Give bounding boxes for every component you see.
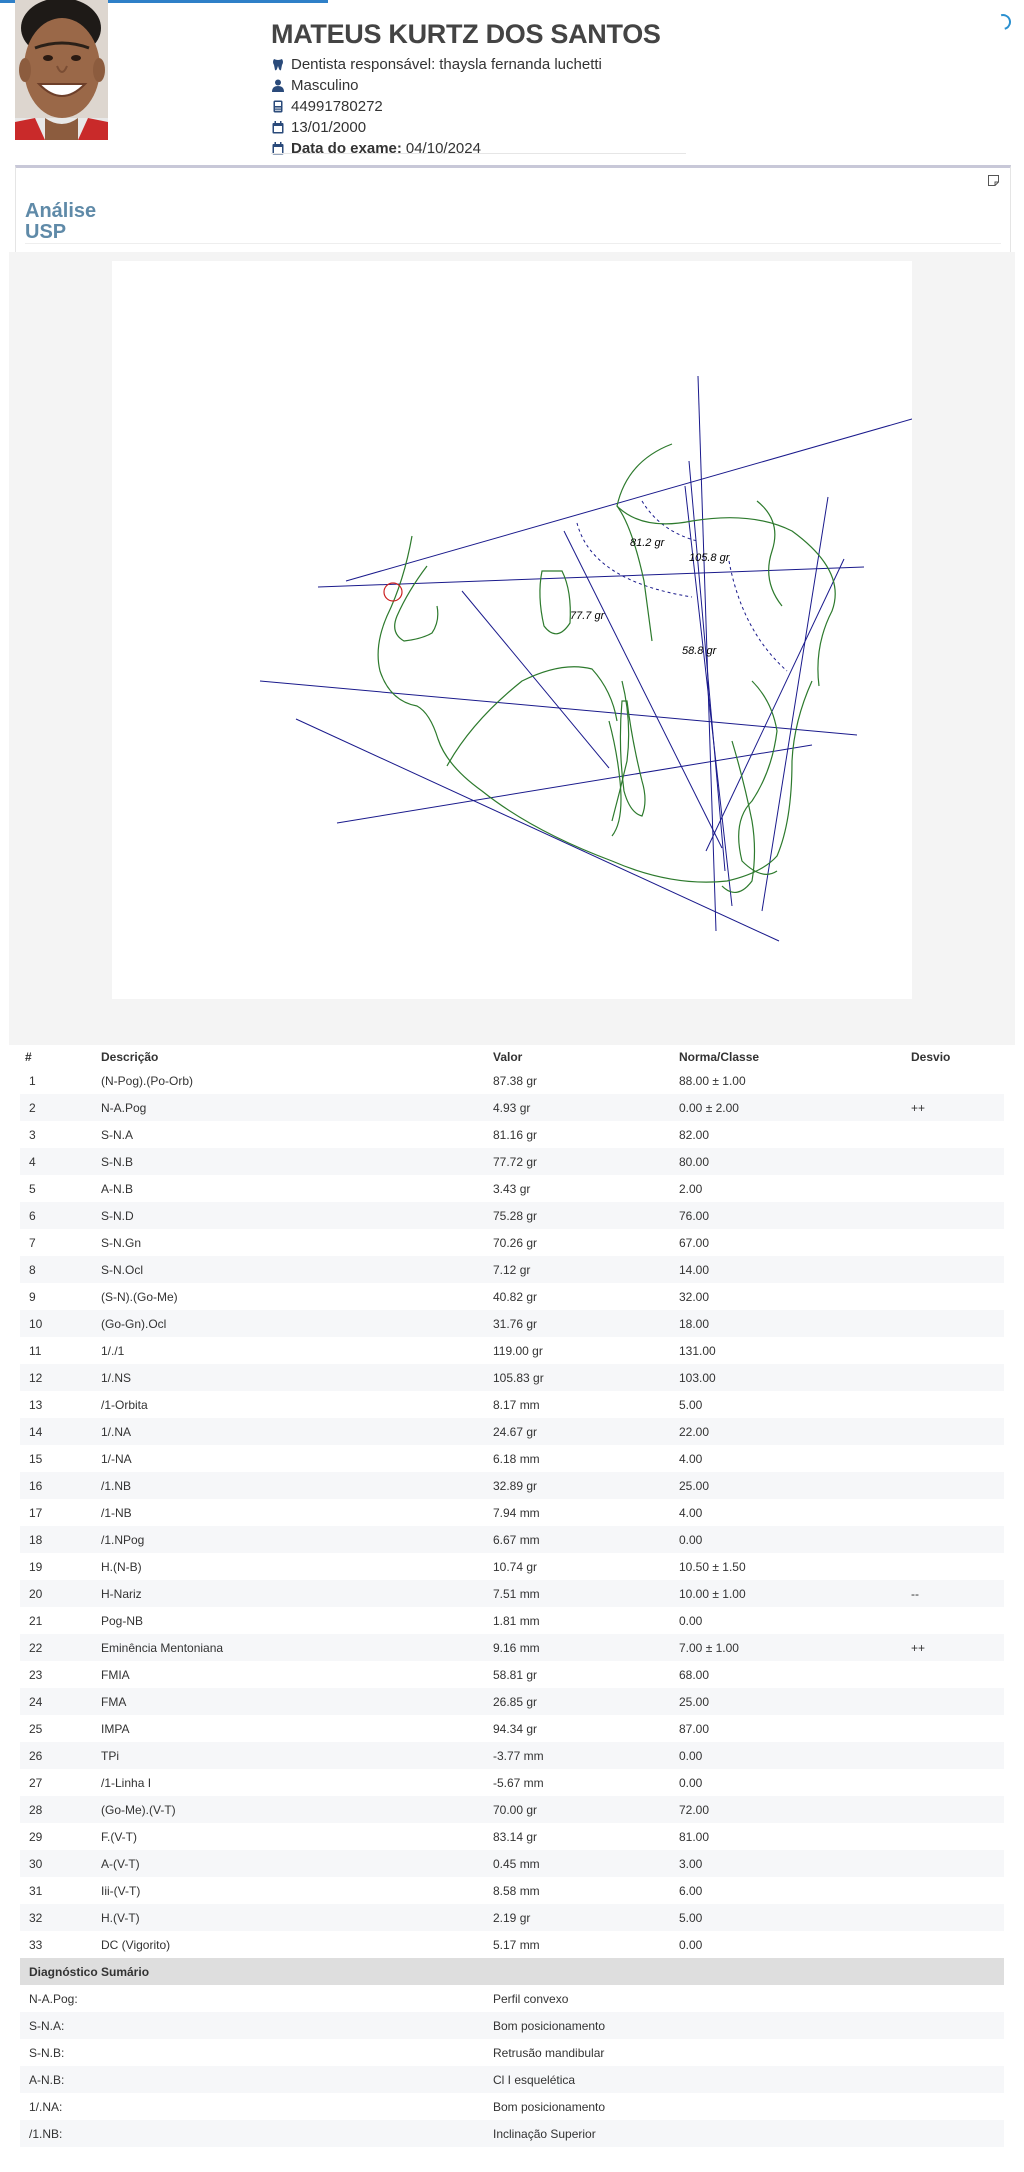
row-number: 7: [29, 1235, 36, 1250]
row-norm: 22.00: [674, 1418, 906, 1445]
row-description: (N-Pog).(Po-Orb): [101, 1073, 194, 1088]
angle-label: 81.2 gr: [630, 537, 665, 549]
row-norm: 4.00: [679, 1451, 703, 1466]
row-number: 5: [29, 1181, 36, 1196]
note-icon[interactable]: [988, 173, 999, 191]
tracing-line: [685, 486, 732, 906]
row-deviation: [906, 1175, 1004, 1202]
row-norm: 4.00: [679, 1505, 703, 1520]
row-value: 26.85 gr: [488, 1688, 674, 1715]
user-icon: [271, 79, 284, 93]
row-number: 25: [29, 1721, 43, 1736]
birth-row: [271, 117, 686, 138]
summary-label: S-N.A:: [20, 2012, 488, 2039]
row-deviation: [906, 1499, 1004, 1526]
row-description: S-N.D: [96, 1202, 488, 1229]
row-description: H.(N-B): [101, 1559, 142, 1574]
col-header-value: Valor: [493, 1049, 523, 1064]
row-norm: 76.00: [674, 1202, 906, 1229]
row-description: S-N.B: [96, 1148, 488, 1175]
row-value: -3.77 mm: [488, 1742, 674, 1769]
row-norm: 25.00: [674, 1472, 906, 1499]
row-deviation: [906, 1877, 1004, 1904]
gender-value: Masculino: [291, 77, 359, 94]
row-number: 31: [29, 1883, 43, 1898]
table-header-row: [20, 1046, 1004, 1067]
table-row: [20, 1256, 1004, 1283]
table-row: [20, 1337, 1004, 1364]
row-value: 0.45 mm: [488, 1850, 674, 1877]
row-deviation: [906, 1796, 1004, 1823]
row-description: 1/-NA: [101, 1451, 132, 1466]
row-norm: 10.50 ± 1.50: [679, 1559, 746, 1574]
row-number: 17: [29, 1505, 43, 1520]
row-deviation: [906, 1553, 1004, 1580]
col-header-number: #: [25, 1049, 32, 1064]
cephalogram-panel: [9, 252, 1015, 1045]
row-value: 58.81 gr: [493, 1667, 538, 1682]
row-description: Eminência Mentoniana: [96, 1634, 488, 1661]
summary-value: Cl I esquelética: [488, 2066, 1004, 2093]
row-number: 22: [20, 1634, 96, 1661]
row-deviation: --: [906, 1580, 1004, 1607]
row-description: FMIA: [101, 1667, 130, 1682]
row-deviation: [906, 1526, 1004, 1553]
row-description: /1.NB: [96, 1472, 488, 1499]
table-row: [20, 1850, 1004, 1877]
table-row: [20, 1742, 1004, 1769]
table-row: [20, 1472, 1004, 1499]
row-norm: 0.00: [679, 1613, 703, 1628]
row-description: A-N.B: [101, 1181, 134, 1196]
table-row: [20, 1067, 1004, 1094]
row-value: 81.16 gr: [493, 1127, 538, 1142]
summary-label: S-N.B:: [29, 2045, 65, 2060]
patient-photo: [15, 0, 108, 140]
row-norm: 6.00: [679, 1883, 703, 1898]
row-deviation: [906, 1742, 1004, 1769]
row-description: A-(V-T): [96, 1850, 488, 1877]
row-number: 30: [20, 1850, 96, 1877]
table-row: [20, 1175, 1004, 1202]
row-number: 15: [29, 1451, 43, 1466]
row-description: H.(V-T): [96, 1904, 488, 1931]
row-value: 70.00 gr: [488, 1796, 674, 1823]
row-description: (S-N).(Go-Me): [101, 1289, 178, 1304]
row-deviation: [906, 1607, 1004, 1634]
row-value: 7.51 mm: [488, 1580, 674, 1607]
row-number: 10: [20, 1310, 96, 1337]
row-norm: 5.00: [674, 1904, 906, 1931]
mandible-contour: [447, 667, 617, 766]
row-deviation: [906, 1472, 1004, 1499]
face-contour: [378, 536, 812, 882]
summary-row: [20, 2039, 1004, 2066]
row-deviation: [906, 1715, 1004, 1742]
analysis-title-line2: USP: [25, 221, 67, 243]
birth-date-value: 13/01/2000: [291, 119, 367, 136]
row-norm: 82.00: [679, 1127, 710, 1142]
row-value: 8.17 mm: [493, 1397, 540, 1412]
row-description: (Go-Gn).Ocl: [96, 1310, 488, 1337]
row-number: 6: [20, 1202, 96, 1229]
summary-label: A-N.B:: [20, 2066, 488, 2093]
row-deviation: [906, 1310, 1004, 1337]
row-value: 75.28 gr: [488, 1202, 674, 1229]
row-norm: 25.00: [674, 1688, 906, 1715]
row-value: 2.19 gr: [488, 1904, 674, 1931]
patient-name: MATEUS KURTZ DOS SANTOS: [271, 19, 661, 49]
summary-value: Bom posicionamento: [488, 2012, 1004, 2039]
card-divider: [25, 243, 1001, 244]
row-value: -5.67 mm: [493, 1775, 544, 1790]
row-number: 13: [29, 1397, 43, 1412]
summary-label: N-A.Pog:: [29, 1991, 78, 2006]
row-description: 1/.NA: [96, 1418, 488, 1445]
tracing-line: [689, 461, 725, 871]
row-deviation: [906, 1931, 1004, 1958]
row-number: 24: [20, 1688, 96, 1715]
row-norm: 5.00: [679, 1397, 703, 1412]
cephalometric-tracing: [112, 261, 912, 999]
tracing-canvas: [112, 261, 912, 999]
row-deviation: [906, 1904, 1004, 1931]
row-norm: 80.00: [674, 1148, 906, 1175]
table-row: [20, 1391, 1004, 1418]
angle-arc: [577, 523, 692, 597]
row-number: 3: [29, 1127, 36, 1142]
results-body: [20, 1067, 1004, 2147]
row-description: /1-Linha I: [101, 1775, 152, 1790]
row-description: F.(V-T): [101, 1829, 137, 1844]
exam-label: Data do exame:: [291, 140, 402, 157]
row-norm: 10.00 ± 1.00: [674, 1580, 906, 1607]
row-norm: 0.00: [674, 1742, 906, 1769]
symphysis-contour: [722, 741, 755, 892]
results-table: [20, 1046, 1004, 2147]
row-description: 1/./1: [101, 1343, 125, 1358]
phone-value: 44991780272: [291, 98, 383, 115]
row-norm: 87.00: [679, 1721, 710, 1736]
summary-row: [20, 2066, 1004, 2093]
angle-label: 77.7 gr: [570, 610, 605, 622]
summary-header-row: [20, 1958, 1004, 1985]
loading-spinner-icon: [992, 11, 1014, 33]
row-number: 21: [29, 1613, 43, 1628]
row-value: 31.76 gr: [488, 1310, 674, 1337]
row-number: 9: [29, 1289, 36, 1304]
row-norm: 72.00: [674, 1796, 906, 1823]
row-number: 23: [29, 1667, 43, 1682]
table-row: [20, 1904, 1004, 1931]
tracing-line: [762, 497, 828, 911]
summary-row: [20, 1985, 1004, 2012]
table-row: [20, 1445, 1004, 1472]
pterygoid-contour: [617, 506, 652, 641]
angle-label: 58.8 gr: [682, 645, 717, 657]
row-norm: 0.00: [679, 1937, 703, 1952]
row-norm: 88.00 ± 1.00: [679, 1073, 746, 1088]
gender-row: [271, 75, 686, 96]
row-description: Pog-NB: [101, 1613, 144, 1628]
table-row: [20, 1283, 1004, 1310]
tracing-line: [706, 559, 844, 851]
summary-value: Bom posicionamento: [493, 2099, 606, 2114]
row-deviation: [906, 1364, 1004, 1391]
row-value: 9.16 mm: [488, 1634, 674, 1661]
table-row: [20, 1526, 1004, 1553]
col-header-deviation: Desvio: [911, 1049, 951, 1064]
summary-row: [20, 2093, 1004, 2120]
table-row: [20, 1769, 1004, 1796]
table-row: [20, 1310, 1004, 1337]
row-value: 3.43 gr: [493, 1181, 531, 1196]
row-deviation: ++: [906, 1094, 1004, 1121]
row-number: 4: [20, 1148, 96, 1175]
row-norm: 103.00: [674, 1364, 906, 1391]
row-value: 119.00 gr: [493, 1343, 543, 1358]
summary-value: Perfil convexo: [493, 1991, 569, 2006]
summary-title: Diagnóstico Sumário: [20, 1958, 1004, 1985]
orbit-contour: [540, 571, 570, 634]
row-norm: 3.00: [674, 1850, 906, 1877]
summary-row: [20, 2120, 1004, 2147]
table-row: [20, 1877, 1004, 1904]
row-number: 20: [20, 1580, 96, 1607]
table-row: [20, 1202, 1004, 1229]
col-header-norm: Norma/Classe: [679, 1049, 760, 1064]
table-row: [20, 1121, 1004, 1148]
row-deviation: [906, 1391, 1004, 1418]
row-description: /1-NB: [101, 1505, 132, 1520]
row-number: 12: [20, 1364, 96, 1391]
row-value: 32.89 gr: [488, 1472, 674, 1499]
row-description: 1/.NS: [96, 1364, 488, 1391]
row-value: 77.72 gr: [488, 1148, 674, 1175]
table-row: [20, 1607, 1004, 1634]
angle-arc: [729, 561, 787, 671]
calendar-icon: [271, 121, 284, 135]
row-description: S-N.Gn: [101, 1235, 142, 1250]
row-number: 18: [20, 1526, 96, 1553]
row-description: /1.NPog: [96, 1526, 488, 1553]
row-number: 32: [20, 1904, 96, 1931]
table-row: [20, 1796, 1004, 1823]
summary-label: /1.NB:: [20, 2120, 488, 2147]
row-deviation: [906, 1337, 1004, 1364]
row-norm: 0.00: [674, 1526, 906, 1553]
row-deviation: [906, 1121, 1004, 1148]
row-description: H-Nariz: [96, 1580, 488, 1607]
summary-row: [20, 2012, 1004, 2039]
incisor-contour: [620, 701, 645, 816]
dentist-row: [271, 54, 686, 75]
row-value: 70.26 gr: [493, 1235, 538, 1250]
row-deviation: [906, 1769, 1004, 1796]
analysis-card: [15, 165, 1011, 256]
row-description: (Go-Me).(V-T): [96, 1796, 488, 1823]
row-value: 1.81 mm: [493, 1613, 540, 1628]
tooth-icon: [271, 58, 284, 72]
row-deviation: [906, 1418, 1004, 1445]
row-deviation: [906, 1067, 1004, 1094]
row-value: 40.82 gr: [493, 1289, 538, 1304]
row-deviation: [906, 1823, 1004, 1850]
row-deviation: [906, 1688, 1004, 1715]
row-value: 6.18 mm: [493, 1451, 540, 1466]
row-description: FMA: [96, 1688, 488, 1715]
row-description: Iii-(V-T): [101, 1883, 141, 1898]
row-deviation: [906, 1661, 1004, 1688]
row-norm: 67.00: [679, 1235, 710, 1250]
table-row: [20, 1580, 1004, 1607]
row-number: 19: [29, 1559, 43, 1574]
table-row: [20, 1499, 1004, 1526]
patient-header: [271, 18, 686, 159]
row-description: IMPA: [101, 1721, 130, 1736]
summary-value: Inclinação Superior: [488, 2120, 1004, 2147]
row-norm: 81.00: [679, 1829, 710, 1844]
row-number: 33: [29, 1937, 43, 1952]
table-row: [20, 1931, 1004, 1958]
tracing-line: [260, 681, 857, 735]
row-deviation: ++: [906, 1634, 1004, 1661]
ear-contour: [757, 501, 782, 606]
table-row: [20, 1553, 1004, 1580]
exam-date-value: 04/10/2024: [405, 140, 481, 157]
soft-tissue-chin: [739, 681, 777, 874]
table-row: [20, 1148, 1004, 1175]
row-value: 4.93 gr: [488, 1094, 674, 1121]
summary-label: 1/.NA:: [29, 2099, 63, 2114]
row-deviation: [906, 1148, 1004, 1175]
row-value: 10.74 gr: [493, 1559, 538, 1574]
row-deviation: [906, 1229, 1004, 1256]
row-description: S-N.Ocl: [96, 1256, 488, 1283]
row-description: S-N.A: [101, 1127, 134, 1142]
analysis-title-line1: Análise: [25, 200, 97, 222]
row-deviation: [906, 1256, 1004, 1283]
table-row: [20, 1418, 1004, 1445]
row-value: 7.94 mm: [493, 1505, 540, 1520]
row-value: 94.34 gr: [493, 1721, 538, 1736]
row-number: 29: [29, 1829, 43, 1844]
row-deviation: [906, 1850, 1004, 1877]
col-header-description: Descrição: [101, 1049, 159, 1064]
row-value: 105.83 gr: [488, 1364, 674, 1391]
header-divider: [271, 153, 686, 154]
table-row: [20, 1094, 1004, 1121]
summary-value: Retrusão mandibular: [493, 2045, 605, 2060]
row-description: DC (Vigorito): [101, 1937, 171, 1952]
row-description: TPi: [96, 1742, 488, 1769]
dentist-name: thaysla fernanda luchetti: [439, 56, 602, 73]
row-norm: 32.00: [679, 1289, 710, 1304]
row-number: 27: [29, 1775, 43, 1790]
table-row: [20, 1715, 1004, 1742]
row-deviation: [906, 1202, 1004, 1229]
row-deviation: [906, 1445, 1004, 1472]
row-value: 6.67 mm: [488, 1526, 674, 1553]
row-norm: 2.00: [679, 1181, 703, 1196]
row-norm: 18.00: [674, 1310, 906, 1337]
row-norm: 0.00 ± 2.00: [674, 1094, 906, 1121]
row-deviation: [906, 1283, 1004, 1310]
tracing-line: [337, 745, 812, 823]
table-row: [20, 1229, 1004, 1256]
row-number: 14: [20, 1418, 96, 1445]
row-norm: 7.00 ± 1.00: [674, 1634, 906, 1661]
analysis-title: [25, 201, 96, 243]
table-row: [20, 1364, 1004, 1391]
row-number: 8: [20, 1256, 96, 1283]
row-value: 24.67 gr: [488, 1418, 674, 1445]
table-row: [20, 1661, 1004, 1688]
row-value: 8.58 mm: [493, 1883, 540, 1898]
skull-contour: [617, 444, 835, 686]
phone-icon: [271, 100, 284, 114]
row-number: 26: [20, 1742, 96, 1769]
row-number: 28: [20, 1796, 96, 1823]
row-value: 87.38 gr: [493, 1073, 538, 1088]
dentist-label: Dentista responsável:: [291, 56, 436, 73]
row-number: 2: [20, 1094, 96, 1121]
table-row: [20, 1634, 1004, 1661]
row-description: /1-Orbita: [101, 1397, 148, 1412]
row-norm: 14.00: [674, 1256, 906, 1283]
exam-row: [271, 138, 686, 159]
row-norm: 68.00: [679, 1667, 710, 1682]
row-value: 83.14 gr: [493, 1829, 538, 1844]
row-number: 11: [29, 1343, 42, 1358]
phone-row: [271, 96, 686, 117]
table-row: [20, 1823, 1004, 1850]
nose-contour: [395, 566, 438, 641]
row-value: 7.12 gr: [488, 1256, 674, 1283]
landmark-marker: [384, 583, 402, 601]
row-number: 1: [29, 1073, 36, 1088]
row-description: N-A.Pog: [96, 1094, 488, 1121]
angle-label: 105.8 gr: [689, 552, 730, 564]
row-norm: 0.00: [679, 1775, 703, 1790]
row-norm: 131.00: [679, 1343, 716, 1358]
tracing-line: [296, 719, 779, 941]
row-value: 5.17 mm: [493, 1937, 540, 1952]
table-row: [20, 1688, 1004, 1715]
row-number: 16: [20, 1472, 96, 1499]
